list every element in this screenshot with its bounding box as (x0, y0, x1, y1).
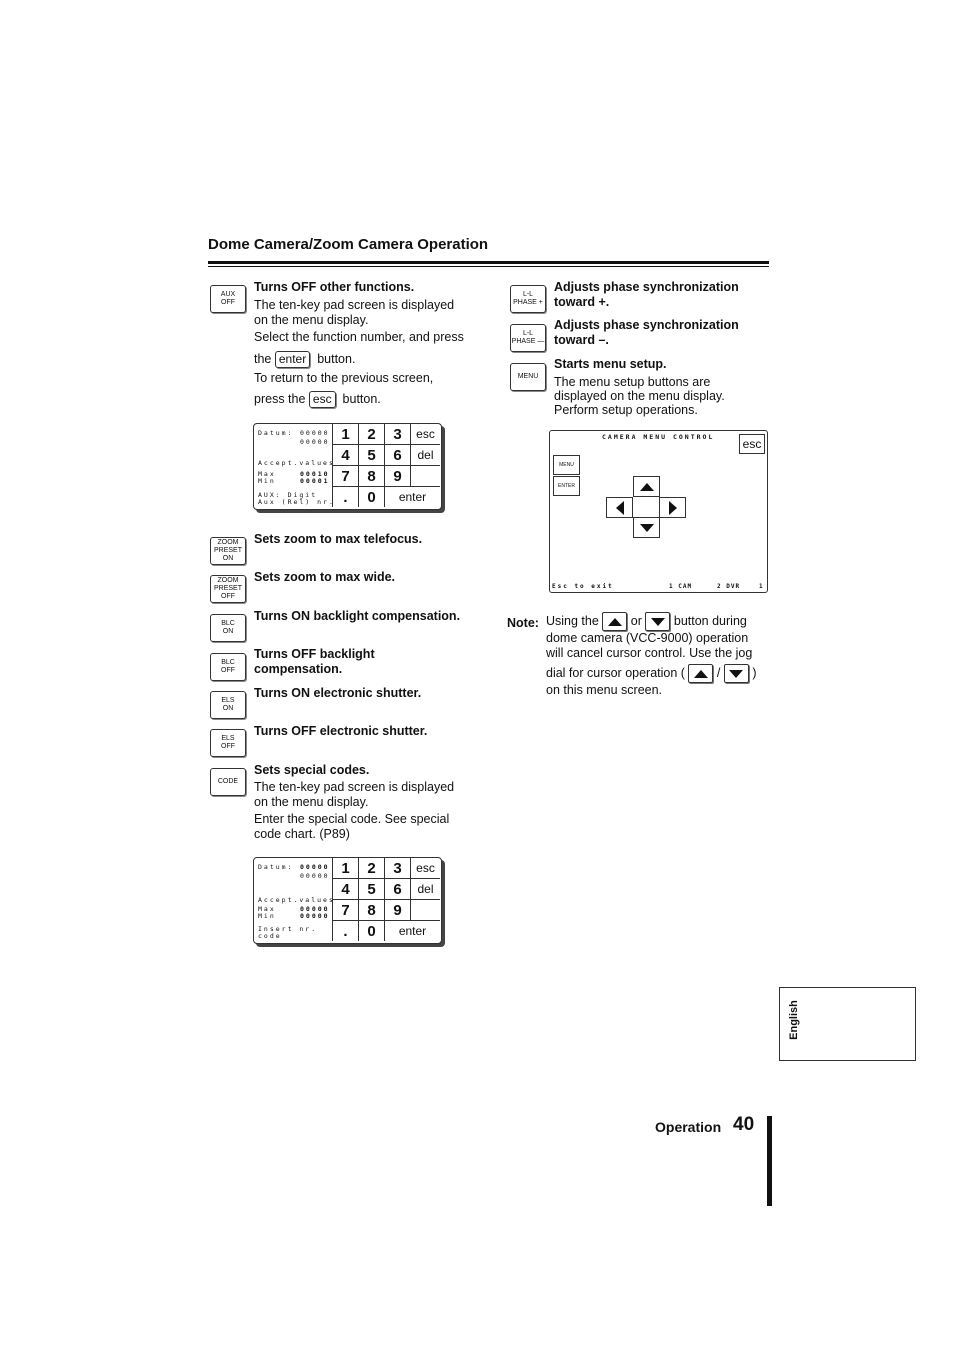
enter-inline-button: enter (275, 351, 310, 368)
right-arrow-button[interactable] (659, 497, 686, 518)
section-title: Dome Camera/Zoom Camera Operation (208, 236, 489, 253)
blc-on-key: BLC ON (210, 614, 246, 642)
els-off-title: Turns OFF electronic shutter. (254, 724, 428, 738)
phase-plus-title: Adjusts phase synchronization toward +. (554, 280, 739, 309)
menu-footer-dvr: 2 DVR (717, 583, 741, 590)
down-cursor-icon (645, 612, 670, 631)
ten-key-pad: 1 2 3 esc 4 5 6 del 7 8 9 . 0 enter (332, 424, 440, 507)
left-arrow-button[interactable] (606, 497, 633, 518)
zoom-preset-on-title: Sets zoom to max telefocus. (254, 532, 423, 546)
blc-off-title: Turns OFF backlight compensation. (254, 647, 375, 676)
zoom-preset-off-key: ZOOM PRESET OFF (210, 575, 246, 603)
up-jog-icon (688, 664, 713, 683)
zoom-preset-off-title: Sets zoom to max wide. (254, 570, 396, 584)
aux-off-desc: The ten-key pad screen is displayed on the menu display. Select the function number, and press the enter button. To return to the previous screen, press the esc button. (254, 298, 464, 406)
language-label: English (787, 1000, 800, 1040)
page-number: 40 (733, 1114, 755, 1135)
esc-button[interactable]: esc (739, 434, 765, 454)
ten-key-pad-2: 1 2 3 esc 4 5 6 del 7 8 9 . 0 enter (332, 858, 440, 941)
blc-on-title: Turns ON backlight compensation. (254, 609, 461, 623)
menu-screen-title: CAMERA MENU CONTROL (602, 433, 715, 441)
aux-off-title: Turns OFF other functions. (254, 280, 415, 294)
page-edge-bar (767, 1116, 772, 1206)
enter-button[interactable]: ENTER (553, 476, 580, 496)
keypad-screen-1: Datum: 00000 00000 Accept.values Max Min 00010 00001 AUX: Digit Aux (Rel) nr. 1 2 3 esc 4 5 6 del 7 8 9 . 0 enter (253, 423, 442, 510)
footer-section: Operation (655, 1119, 722, 1135)
menu-footer-num: 1 (759, 583, 763, 590)
menu-key: MENU (510, 363, 546, 391)
els-off-key: ELS OFF (210, 729, 246, 757)
camera-menu-screen (549, 430, 768, 593)
title-rule (208, 261, 769, 264)
menu-button[interactable]: MENU (553, 455, 580, 475)
els-on-key: ELS ON (210, 691, 246, 719)
zoom-preset-on-key: ZOOM PRESET ON (210, 537, 246, 565)
phase-minus-title: Adjusts phase synchronization toward –. (554, 318, 739, 347)
code-desc: The ten-key pad screen is displayed on the menu display. Enter the special code. See special code chart. (P89) (254, 780, 455, 841)
code-title: Sets special codes. (254, 763, 370, 777)
down-arrow-icon (640, 524, 654, 532)
phase-minus-key: L-L PHASE — (510, 324, 546, 352)
down-jog-icon (724, 664, 749, 683)
note-label: Note: (507, 616, 539, 630)
language-tab (779, 987, 916, 1061)
up-cursor-icon (602, 612, 627, 631)
menu-footer-left: Esc to exit (552, 583, 614, 590)
menu-footer-cam: 1 CAM (669, 583, 693, 590)
code-key: CODE (210, 768, 246, 796)
blc-off-key: BLC OFF (210, 653, 246, 681)
right-arrow-icon (669, 501, 677, 515)
up-arrow-icon (640, 483, 654, 491)
up-arrow-button[interactable] (633, 476, 660, 497)
down-arrow-button[interactable] (633, 517, 660, 538)
menu-desc: The menu setup buttons are displayed on the menu display. Perform setup operations. (554, 375, 725, 417)
phase-plus-key: L-L PHASE + (510, 285, 546, 313)
title-rule-thin (208, 266, 769, 267)
els-on-title: Turns ON electronic shutter. (254, 686, 422, 700)
keypad-screen-2: Datum: 00000 00000 Accept.values Max Min 00000 00000 Insert nr. code 1 2 3 esc 4 5 6 del 7 8 9 . 0 enter (253, 857, 442, 944)
aux-off-key: AUX OFF (210, 285, 246, 313)
esc-inline-button: esc (309, 391, 336, 408)
menu-title: Starts menu setup. (554, 357, 667, 371)
left-arrow-icon (616, 501, 624, 515)
note-text: Using the or button during dome camera (VCC-9000) operation will cancel cursor control. Use the jog dial for cursor operation ( / ) on this menu screen. (546, 613, 757, 697)
